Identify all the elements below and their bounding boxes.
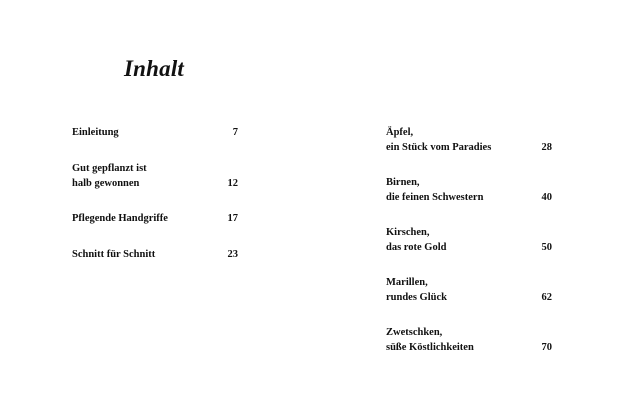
toc-page-number: 40 <box>541 192 552 203</box>
toc-page-number: 12 <box>227 178 238 189</box>
toc-page-number: 62 <box>541 292 552 303</box>
page-title: Inhalt <box>124 56 185 81</box>
toc-entry-pflegende-handgriffe[interactable] <box>72 211 238 226</box>
toc-entry-line1: Zwetschken, <box>386 327 443 338</box>
toc-entry-line1: Schnitt für Schnitt <box>72 249 156 260</box>
toc-page-number: 7 <box>232 127 238 138</box>
toc-entry-line2: süße Köstlichkeiten <box>386 342 474 353</box>
toc-page-number: 70 <box>541 342 552 353</box>
toc-page-number: 17 <box>227 213 238 224</box>
toc-entry-title <box>386 275 447 305</box>
toc-entry-einleitung[interactable] <box>72 125 238 140</box>
toc-page-number: 28 <box>541 142 552 153</box>
toc-entry-line1: Marillen, <box>386 277 428 288</box>
toc-entry-line1: Birnen, <box>386 177 420 188</box>
toc-entry-title <box>386 225 446 255</box>
toc-entry-gut-gepflanzt[interactable] <box>72 161 238 191</box>
toc-entry-line1: Äpfel, <box>386 127 414 138</box>
toc-entry-aepfel[interactable] <box>386 125 552 155</box>
toc-entry-marillen[interactable] <box>386 275 552 305</box>
toc-entry-line1: Pflegende Handgriffe <box>72 213 168 224</box>
toc-entry-title <box>72 211 168 226</box>
toc-entry-line2: ein Stück vom Paradies <box>386 142 492 153</box>
toc-entry-birnen[interactable] <box>386 175 552 205</box>
toc-entry-schnitt-fuer-schnitt[interactable] <box>72 247 238 262</box>
toc-entry-title <box>72 161 147 191</box>
toc-entry-title <box>386 325 474 355</box>
toc-entry-kirschen[interactable] <box>386 225 552 255</box>
toc-entry-title <box>72 125 119 140</box>
toc-entry-line2: die feinen Schwestern <box>386 192 484 203</box>
toc-entry-title <box>72 247 155 262</box>
toc-entry-title <box>386 125 491 155</box>
toc-entry-zwetschken[interactable] <box>386 325 552 355</box>
toc-page-number: 50 <box>541 242 552 253</box>
toc-page-number: 23 <box>227 249 238 260</box>
toc-entry-line2: das rote Gold <box>386 242 447 253</box>
toc-entry-line2: rundes Glück <box>386 292 447 303</box>
toc-entry-line1: Einleitung <box>72 127 119 138</box>
toc-entry-line2: halb gewonnen <box>72 178 140 189</box>
toc-entry-title <box>386 175 483 205</box>
toc-entry-line1: Kirschen, <box>386 227 430 238</box>
toc-entry-line1: Gut gepflanzt ist <box>72 163 147 174</box>
